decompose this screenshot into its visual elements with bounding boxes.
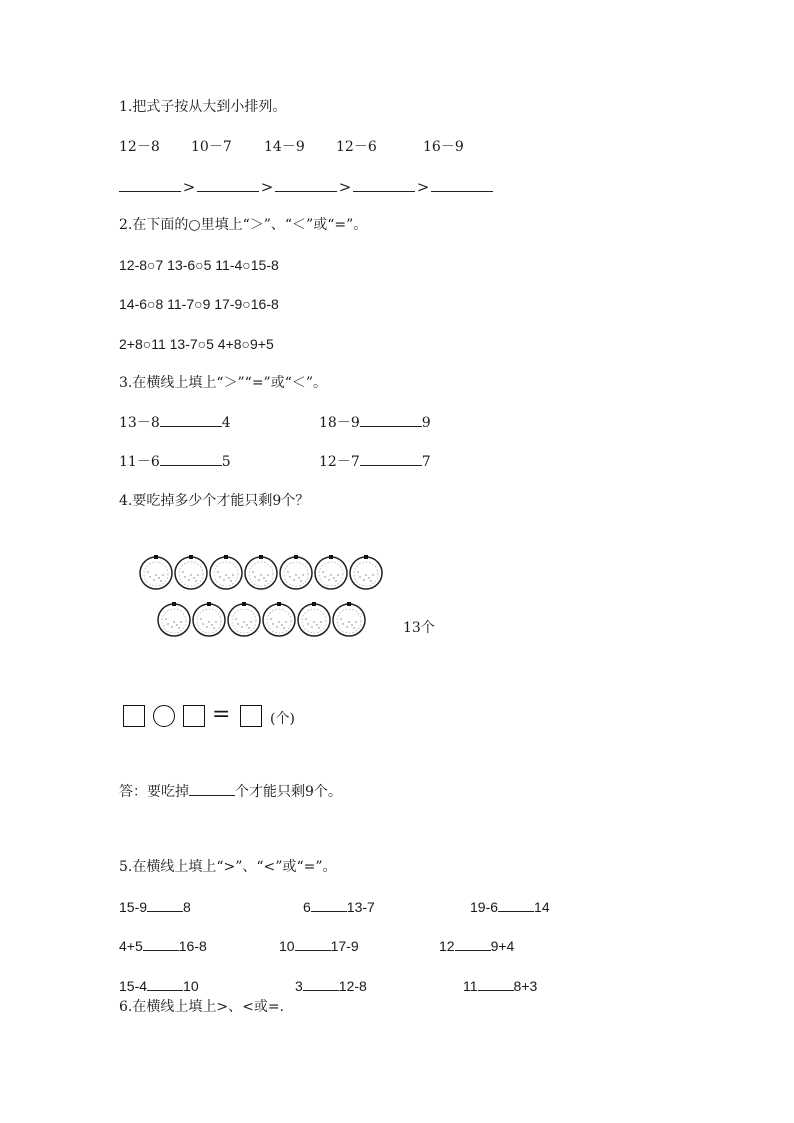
q4-answer xyxy=(119,783,342,801)
q5-item xyxy=(119,898,191,916)
q3-right: 7 xyxy=(421,454,431,470)
equals-sign: = xyxy=(212,702,231,727)
q5-right: 9+4 xyxy=(490,938,515,954)
q2-row: 2+8○11 13-7○5 4+8○9+5 xyxy=(119,336,274,352)
q5-answer-blank[interactable] xyxy=(147,978,183,991)
q5-right: 8+3 xyxy=(513,978,538,994)
q1-expr: 16－9 xyxy=(423,139,464,155)
greater-sign: > xyxy=(182,178,196,196)
q5-answer-blank[interactable] xyxy=(303,978,339,991)
q5-left: 10 xyxy=(279,938,295,954)
q5-title: 5.在横线上填上“>”、“<”或“=”。 xyxy=(119,859,337,875)
fruit-icon xyxy=(158,602,190,636)
greater-sign: > xyxy=(416,178,430,196)
q5-right: 16-8 xyxy=(178,938,207,954)
fruit-illustration xyxy=(130,550,400,640)
answer-box[interactable] xyxy=(240,705,262,727)
q1-expr: 14－9 xyxy=(264,139,305,155)
q2-row: 14-6○8 11-7○9 17-9○16-8 xyxy=(119,296,279,312)
q5-item xyxy=(470,898,550,916)
answer-box[interactable] xyxy=(183,705,205,727)
q3-right: 9 xyxy=(421,415,431,431)
fruit-icon xyxy=(315,555,347,589)
q3-item xyxy=(119,414,231,432)
q3-answer-blank[interactable] xyxy=(160,414,222,427)
q1-answer-blank[interactable] xyxy=(275,179,337,192)
q5-answer-blank[interactable] xyxy=(498,899,534,912)
q1-expr: 12－6 xyxy=(336,139,377,155)
q2-row: 12-8○7 13-6○5 11-4○15-8 xyxy=(119,257,279,273)
q3-right: 4 xyxy=(221,415,231,431)
q3-right: 5 xyxy=(221,454,231,470)
q5-item xyxy=(279,937,359,955)
fruit-icon xyxy=(263,602,295,636)
fruit-icon xyxy=(210,555,242,589)
q5-right: 17-9 xyxy=(330,938,359,954)
q5-right: 12-8 xyxy=(338,978,367,994)
q5-item xyxy=(295,977,367,995)
q1-expr: 12－8 xyxy=(119,139,160,155)
q1-title: 1.把式子按从大到小排列。 xyxy=(119,99,287,115)
fruit-icon xyxy=(175,555,207,589)
q5-left: 6 xyxy=(303,899,311,915)
q3-item xyxy=(119,453,231,471)
q5-answer-blank[interactable] xyxy=(455,938,491,951)
fruit-icon xyxy=(280,555,312,589)
q4-total-label: 13个 xyxy=(403,620,435,636)
unit-label: (个) xyxy=(270,711,295,727)
q5-answer-blank[interactable] xyxy=(311,899,347,912)
q4-title: 4.要吃掉多少个才能只剩9个？ xyxy=(119,493,310,509)
q5-item xyxy=(439,937,514,955)
q1-answer-blank[interactable] xyxy=(431,179,493,192)
q1-answer-chain xyxy=(119,178,493,197)
q5-right: 13-7 xyxy=(346,899,375,915)
fruit-icon xyxy=(245,555,277,589)
fruit-icon xyxy=(350,555,382,589)
q3-answer-blank[interactable] xyxy=(360,414,422,427)
answer-prefix: 答：要吃掉 xyxy=(119,784,189,800)
q5-left: 15-4 xyxy=(119,978,148,994)
q5-left: 12 xyxy=(439,938,455,954)
q5-item xyxy=(463,977,537,995)
q3-left: 12－7 xyxy=(319,454,360,470)
answer-box[interactable] xyxy=(123,705,145,727)
q2-title: 2.在下面的○里填上“＞”、“＜”或“=”。 xyxy=(119,217,368,233)
q1-answer-blank[interactable] xyxy=(119,179,181,192)
q5-answer-blank[interactable] xyxy=(147,899,183,912)
greater-sign: > xyxy=(260,178,274,196)
q3-item xyxy=(319,414,431,432)
q3-item xyxy=(319,453,431,471)
q5-left: 19-6 xyxy=(470,899,499,915)
q5-right: 14 xyxy=(534,899,550,915)
q4-answer-blank[interactable] xyxy=(189,783,235,796)
answer-suffix: 个才能只剩9个。 xyxy=(235,784,342,800)
q5-left: 3 xyxy=(295,978,303,994)
q5-right: 10 xyxy=(183,978,199,994)
q5-left: 4+5 xyxy=(119,938,143,954)
q1-expr: 10－7 xyxy=(191,139,232,155)
q5-left: 15-9 xyxy=(119,899,148,915)
fruit-icon xyxy=(228,602,260,636)
q5-answer-blank[interactable] xyxy=(478,978,514,991)
q1-answer-blank[interactable] xyxy=(353,179,415,192)
q3-left: 11－6 xyxy=(119,454,160,470)
q5-right: 8 xyxy=(183,899,191,915)
fruit-icon xyxy=(193,602,225,636)
fruit-icon xyxy=(333,602,365,636)
q5-answer-blank[interactable] xyxy=(295,938,331,951)
q3-left: 18－9 xyxy=(319,415,360,431)
q3-title: 3.在横线上填上“＞”“=”或“＜”。 xyxy=(119,375,328,391)
q1-answer-blank[interactable] xyxy=(197,179,259,192)
q5-item xyxy=(303,898,375,916)
greater-sign: > xyxy=(338,178,352,196)
q6-title: 6.在横线上填上>、<或=. xyxy=(119,999,284,1015)
q5-item xyxy=(119,977,199,995)
q3-left: 13－8 xyxy=(119,415,160,431)
q5-answer-blank[interactable] xyxy=(143,938,179,951)
q3-answer-blank[interactable] xyxy=(160,453,222,466)
q5-item xyxy=(119,937,207,955)
q3-answer-blank[interactable] xyxy=(360,453,422,466)
q5-left: 11 xyxy=(463,978,478,994)
fruit-icon xyxy=(298,602,330,636)
fruit-icon xyxy=(140,555,172,589)
operator-circle[interactable] xyxy=(153,705,175,727)
